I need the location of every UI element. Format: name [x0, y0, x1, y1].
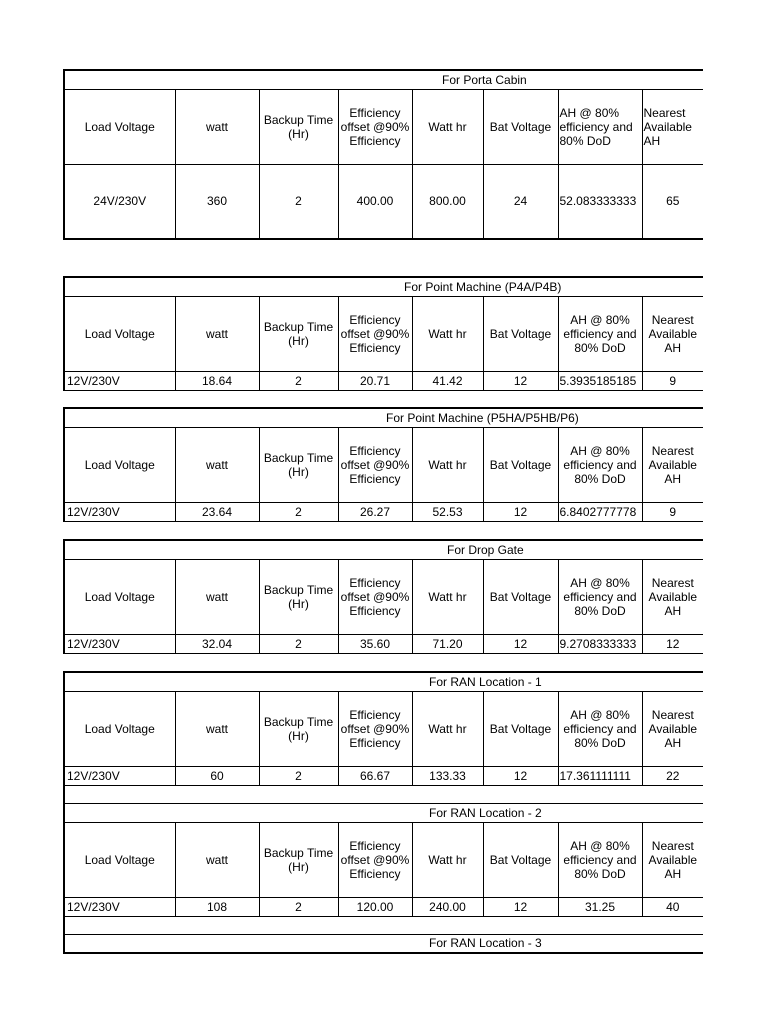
- cell-bat-voltage: 12: [483, 502, 558, 521]
- header-efficiency: Efficiency offset @90% Efficiency: [338, 296, 412, 371]
- cell-nearest-ah: 65: [642, 164, 703, 239]
- cell-backup: 2: [259, 766, 338, 785]
- header-watt-hr: Watt hr: [412, 691, 483, 766]
- cell-load-voltage: 24V/230V: [64, 164, 175, 239]
- cell-watt-hr: 133.33: [412, 766, 483, 785]
- section-title: For RAN Location - 1: [64, 672, 703, 691]
- cell-efficiency: 20.71: [338, 371, 412, 390]
- table-porta-cabin: [63, 69, 702, 240]
- table-point-machine-p4: [63, 276, 702, 391]
- section-title: For RAN Location - 3: [64, 934, 703, 953]
- header-efficiency: Efficiency offset @90% Efficiency: [338, 691, 412, 766]
- cell-bat-voltage: 12: [483, 897, 558, 916]
- header-watt: watt: [175, 427, 259, 502]
- cell-backup: 2: [259, 897, 338, 916]
- table-row: [64, 371, 703, 390]
- cell-ah: 9.2708333333: [558, 634, 642, 653]
- header-backup-time: Backup Time (Hr): [259, 691, 338, 766]
- table-point-machine-p5: [63, 407, 702, 522]
- cell-nearest-ah: 40: [642, 897, 703, 916]
- header-watt-hr: Watt hr: [412, 296, 483, 371]
- header-watt-hr: Watt hr: [412, 89, 483, 164]
- header-watt: watt: [175, 691, 259, 766]
- cell-bat-voltage: 12: [483, 766, 558, 785]
- header-ah: AH @ 80% efficiency and 80% DoD: [558, 822, 642, 897]
- header-backup-time: Backup Time (Hr): [259, 559, 338, 634]
- cell-load-voltage: 12V/230V: [64, 634, 175, 653]
- cell-watt-hr: 52.53: [412, 502, 483, 521]
- header-watt: watt: [175, 89, 259, 164]
- header-efficiency: Efficiency offset @90% Efficiency: [338, 89, 412, 164]
- spacer-row: [64, 785, 703, 803]
- section-title: For Point Machine (P5HA/P5HB/P6): [64, 408, 703, 427]
- table-row: [64, 766, 703, 785]
- header-bat-voltage: Bat Voltage: [483, 559, 558, 634]
- cell-ah: 17.361111111: [558, 766, 642, 785]
- header-backup-time: Backup Time (Hr): [259, 427, 338, 502]
- table-row: [64, 164, 703, 239]
- cell-watt-hr: 71.20: [412, 634, 483, 653]
- cell-load-voltage: 12V/230V: [64, 766, 175, 785]
- table-row: [64, 634, 703, 653]
- header-watt-hr: Watt hr: [412, 559, 483, 634]
- table-drop-gate: [63, 539, 702, 654]
- cell-nearest-ah: 22: [642, 766, 703, 785]
- cell-efficiency: 120.00: [338, 897, 412, 916]
- cell-efficiency: 26.27: [338, 502, 412, 521]
- cell-efficiency: 400.00: [338, 164, 412, 239]
- table-ran-locations: [63, 671, 702, 954]
- table-row: [64, 502, 703, 521]
- header-efficiency: Efficiency offset @90% Efficiency: [338, 822, 412, 897]
- header-nearest-ah: Nearest Available AH: [642, 89, 703, 164]
- header-bat-voltage: Bat Voltage: [483, 296, 558, 371]
- cell-nearest-ah: 9: [642, 371, 703, 390]
- header-watt-hr: Watt hr: [412, 822, 483, 897]
- table-row: [64, 897, 703, 916]
- cell-nearest-ah: 9: [642, 502, 703, 521]
- cell-watt-hr: 240.00: [412, 897, 483, 916]
- header-backup-time: Backup Time (Hr): [259, 822, 338, 897]
- header-ah: AH @ 80% efficiency and 80% DoD: [558, 89, 642, 164]
- cell-efficiency: 66.67: [338, 766, 412, 785]
- header-bat-voltage: Bat Voltage: [483, 691, 558, 766]
- header-backup-time: Backup Time (Hr): [259, 296, 338, 371]
- header-load-voltage: Load Voltage: [64, 427, 175, 502]
- header-load-voltage: Load Voltage: [64, 559, 175, 634]
- header-bat-voltage: Bat Voltage: [483, 822, 558, 897]
- cell-ah: 5.3935185185: [558, 371, 642, 390]
- cell-backup: 2: [259, 164, 338, 239]
- cell-load-voltage: 12V/230V: [64, 502, 175, 521]
- section-title: For Point Machine (P4A/P4B): [64, 277, 703, 296]
- header-watt: watt: [175, 296, 259, 371]
- header-nearest-ah: Nearest Available AH: [642, 559, 703, 634]
- cell-ah: 31.25: [558, 897, 642, 916]
- header-ah: AH @ 80% efficiency and 80% DoD: [558, 559, 642, 634]
- header-bat-voltage: Bat Voltage: [483, 89, 558, 164]
- cell-load-voltage: 12V/230V: [64, 371, 175, 390]
- cell-nearest-ah: 12: [642, 634, 703, 653]
- cell-backup: 2: [259, 502, 338, 521]
- header-watt: watt: [175, 822, 259, 897]
- header-nearest-ah: Nearest Available AH: [642, 822, 703, 897]
- header-load-voltage: Load Voltage: [64, 822, 175, 897]
- header-nearest-ah: Nearest Available AH: [642, 691, 703, 766]
- header-backup-time: Backup Time (Hr): [259, 89, 338, 164]
- cell-ah: 52.083333333: [558, 164, 642, 239]
- header-ah: AH @ 80% efficiency and 80% DoD: [558, 296, 642, 371]
- cell-ah: 6.8402777778: [558, 502, 642, 521]
- header-nearest-ah: Nearest Available AH: [642, 296, 703, 371]
- header-load-voltage: Load Voltage: [64, 691, 175, 766]
- cell-backup: 2: [259, 371, 338, 390]
- section-title: For Porta Cabin: [64, 70, 703, 89]
- section-title: For Drop Gate: [64, 540, 703, 559]
- header-efficiency: Efficiency offset @90% Efficiency: [338, 427, 412, 502]
- cell-watt: 32.04: [175, 634, 259, 653]
- cell-watt: 23.64: [175, 502, 259, 521]
- cell-watt-hr: 41.42: [412, 371, 483, 390]
- cell-watt: 60: [175, 766, 259, 785]
- cell-bat-voltage: 24: [483, 164, 558, 239]
- cell-backup: 2: [259, 634, 338, 653]
- cell-watt: 360: [175, 164, 259, 239]
- cell-bat-voltage: 12: [483, 634, 558, 653]
- cell-watt-hr: 800.00: [412, 164, 483, 239]
- section-title: For RAN Location - 2: [64, 803, 703, 822]
- header-watt: watt: [175, 559, 259, 634]
- cell-watt: 108: [175, 897, 259, 916]
- header-efficiency: Efficiency offset @90% Efficiency: [338, 559, 412, 634]
- header-ah: AH @ 80% efficiency and 80% DoD: [558, 691, 642, 766]
- header-watt-hr: Watt hr: [412, 427, 483, 502]
- header-load-voltage: Load Voltage: [64, 296, 175, 371]
- cell-bat-voltage: 12: [483, 371, 558, 390]
- header-ah: AH @ 80% efficiency and 80% DoD: [558, 427, 642, 502]
- spacer-row: [64, 916, 703, 934]
- header-bat-voltage: Bat Voltage: [483, 427, 558, 502]
- header-load-voltage: Load Voltage: [64, 89, 175, 164]
- cell-load-voltage: 12V/230V: [64, 897, 175, 916]
- header-nearest-ah: Nearest Available AH: [642, 427, 703, 502]
- cell-efficiency: 35.60: [338, 634, 412, 653]
- cell-watt: 18.64: [175, 371, 259, 390]
